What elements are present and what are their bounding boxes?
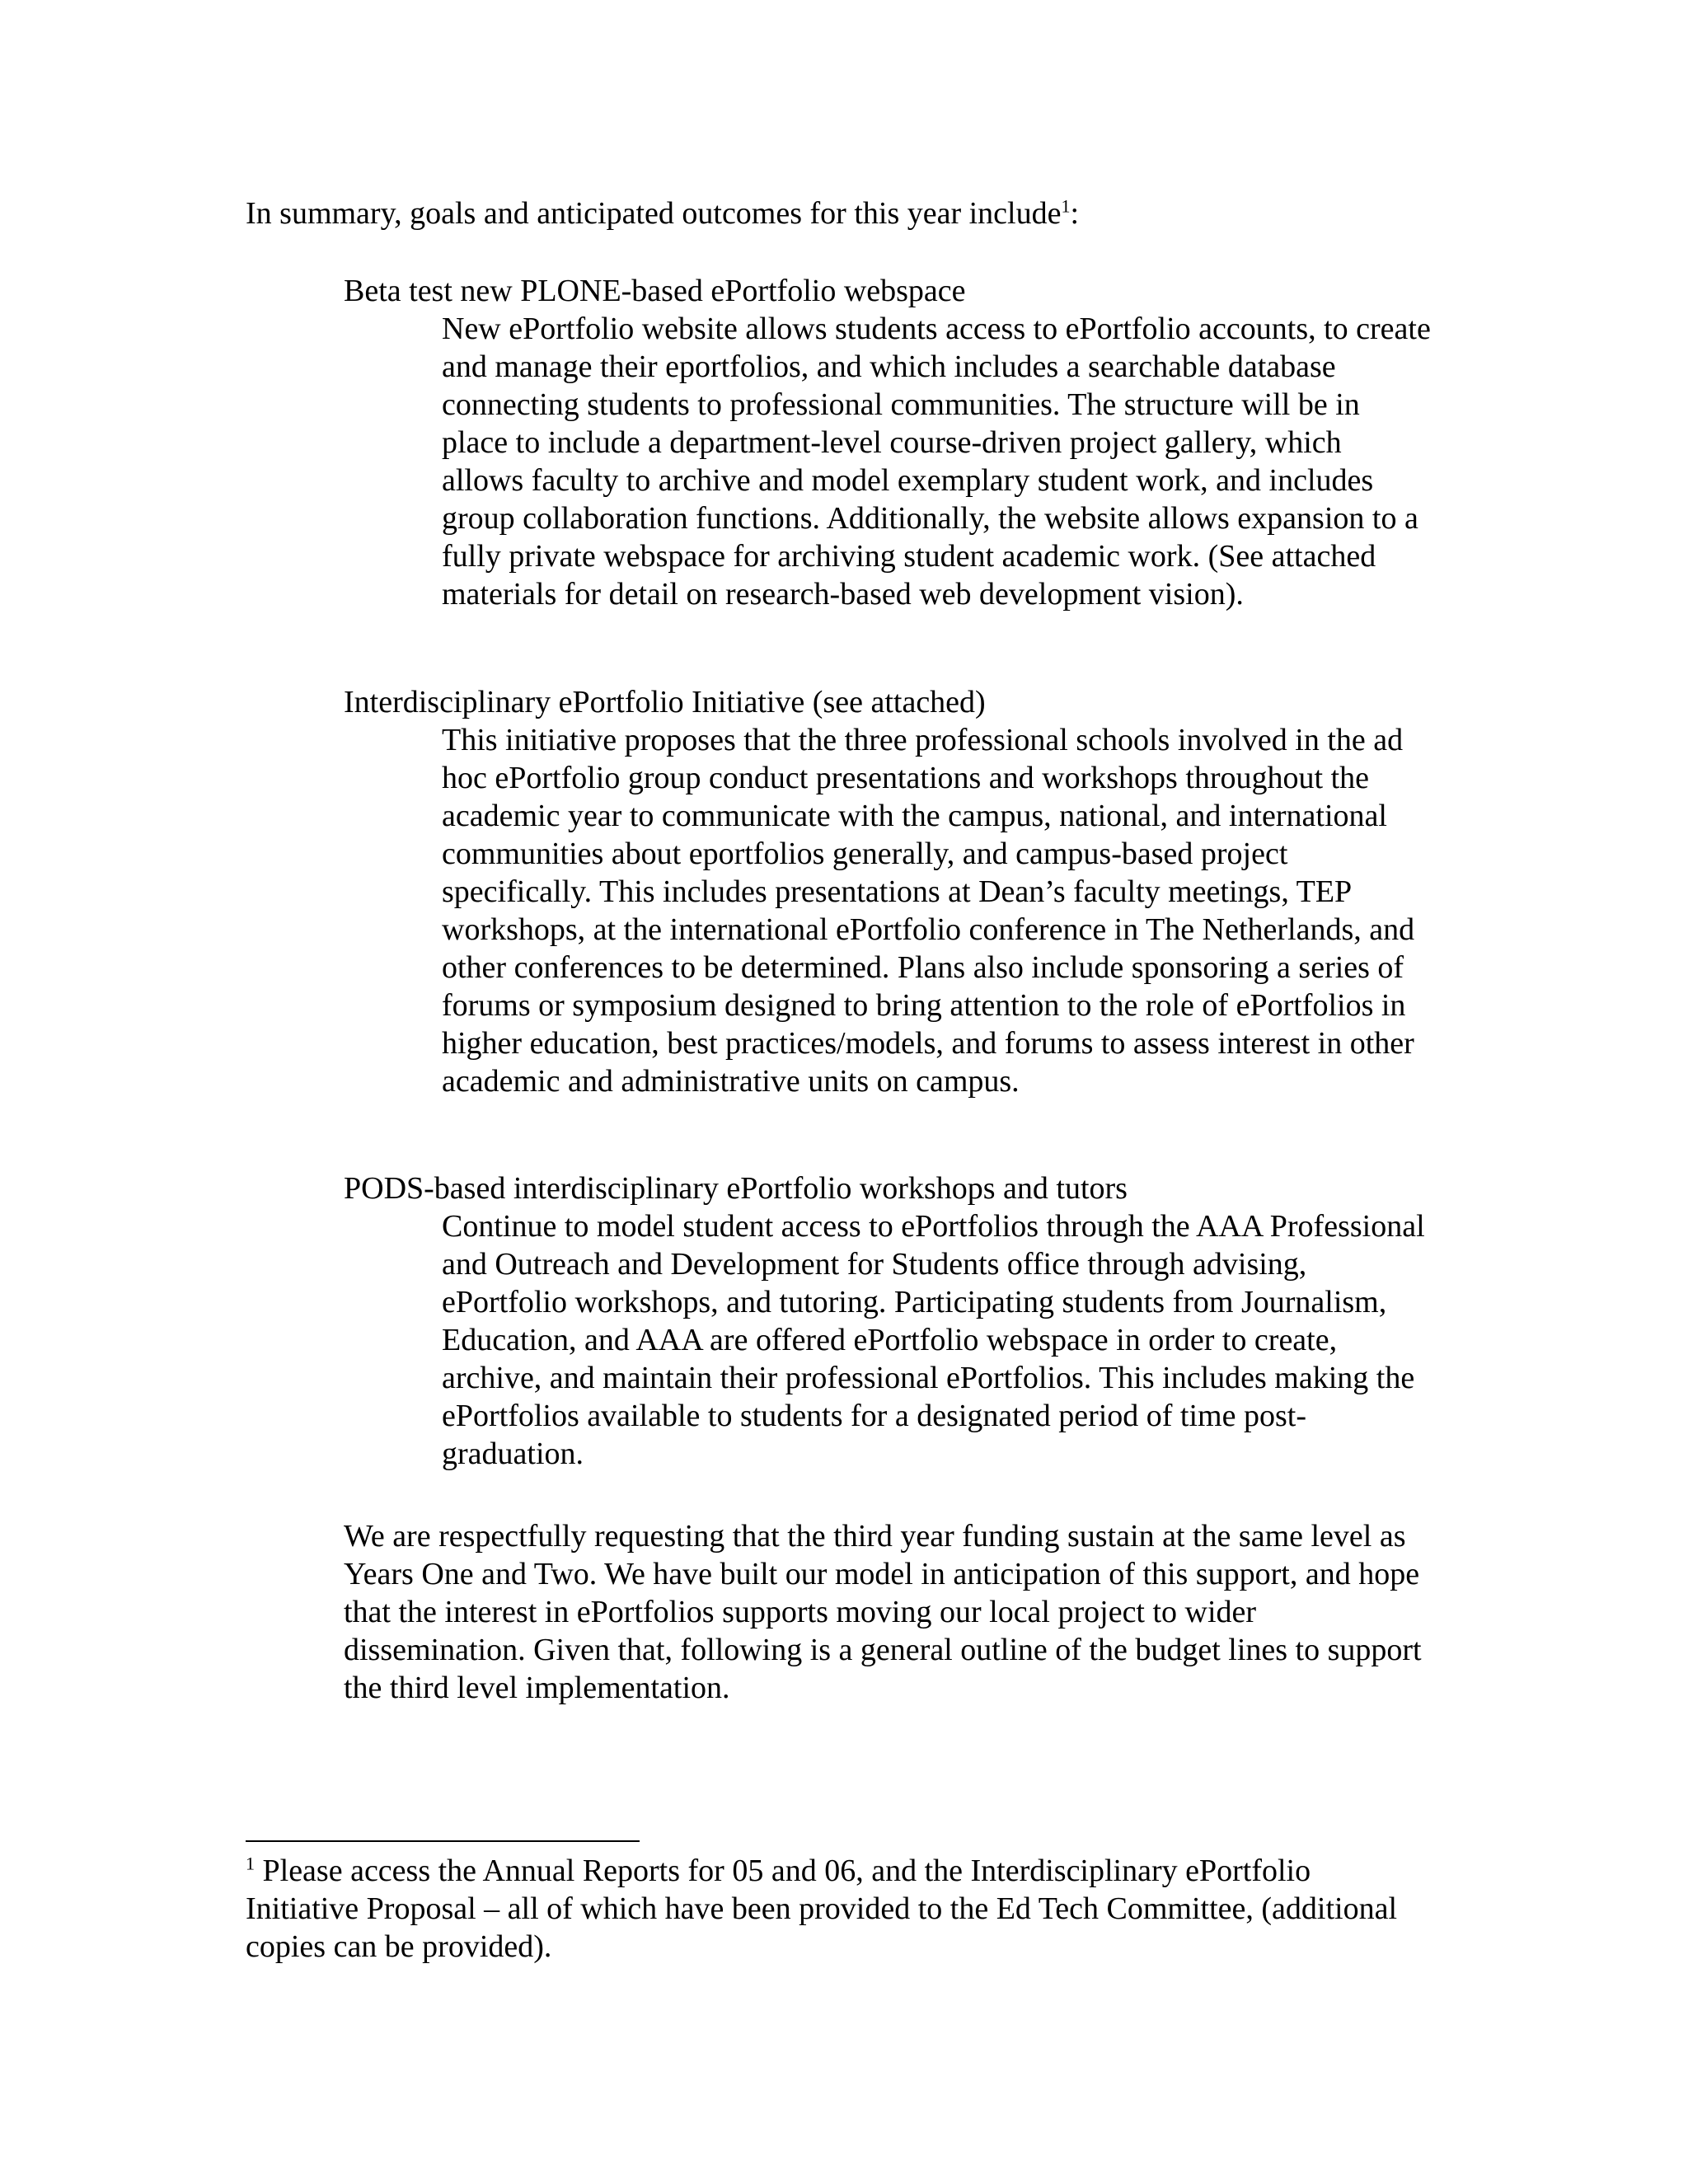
- intro-tail: :: [1070, 196, 1080, 231]
- intro-text: In summary, goals and anticipated outcomes for this year include: [246, 196, 1062, 231]
- intro-paragraph: [246, 194, 1498, 232]
- footnote-divider: [246, 1840, 640, 1842]
- section-beta-test: [344, 272, 1432, 613]
- section-body: This initiative proposes that the three professional schools involved in the ad hoc ePortfolio group conduct presentations and workshops throughout the academic year to communicate with the campus, national, and international communities about eportfolios generally, and campus-based project specifically. This includes presentations at Dean’s faculty meetings, TEP workshops, at the international ePortfolio conference in The Netherlands, and other conferences to be determined. Plans also include sponsoring a series of forums or symposium designed to bring attention to the role of ePortfolios in higher education, best practices/models, and forums to assess interest in other academic and administrative units on campus.: [442, 723, 1415, 1099]
- section-body: New ePortfolio website allows students access to ePortfolio accounts, to create and manage their eportfolios, and which includes a searchable database connecting students to professional communities. The structure will be in place to include a department-level course-driven project gallery, which allows faculty to archive and model exemplary student work, and includes group collaboration functions. Additionally, the website allows expansion to a fully private webspace for archiving student academic work. (See attached materials for detail on research-based web development vision).: [442, 312, 1431, 612]
- footnote-marker: 1: [246, 1853, 255, 1874]
- section-heading: Interdisciplinary ePortfolio Initiative (see attached): [344, 685, 986, 719]
- section-pods-workshops: [344, 1169, 1432, 1473]
- section-interdisciplinary-initiative: [344, 683, 1432, 1100]
- footnote-text: Please access the Annual Reports for 05 and 06, and the Interdisciplinary ePortfolio Initiative Proposal – all of which have been provided to the Ed Tech Committee, (additional copies can be provided).: [246, 1854, 1398, 1964]
- footnote: [246, 1852, 1416, 1966]
- section-body: Continue to model student access to ePortfolios through the AAA Professional and Outreach and Development for Students office through advising, ePortfolio workshops, and tutoring. Participating students from Journalism, Education, and AAA are offered ePortfolio webspace in order to create, archive, and maintain their professional ePortfolios. This includes making the ePortfolios available to students for a designated period of time post-graduation.: [442, 1209, 1425, 1471]
- closing-paragraph: We are respectfully requesting that the third year funding sustain at the same level as Years One and Two. We have built our model in anticipation of this support, and hope that the interest in ePortfolios supports moving our local project to wider dissemination. Given that, following is a general outline of the budget lines to support the third level implementation.: [344, 1519, 1422, 1705]
- section-heading: PODS-based interdisciplinary ePortfolio workshops and tutors: [344, 1171, 1128, 1206]
- intro-footnote-reference[interactable]: 1: [1061, 195, 1071, 217]
- section-heading: Beta test new PLONE-based ePortfolio webspace: [344, 274, 966, 308]
